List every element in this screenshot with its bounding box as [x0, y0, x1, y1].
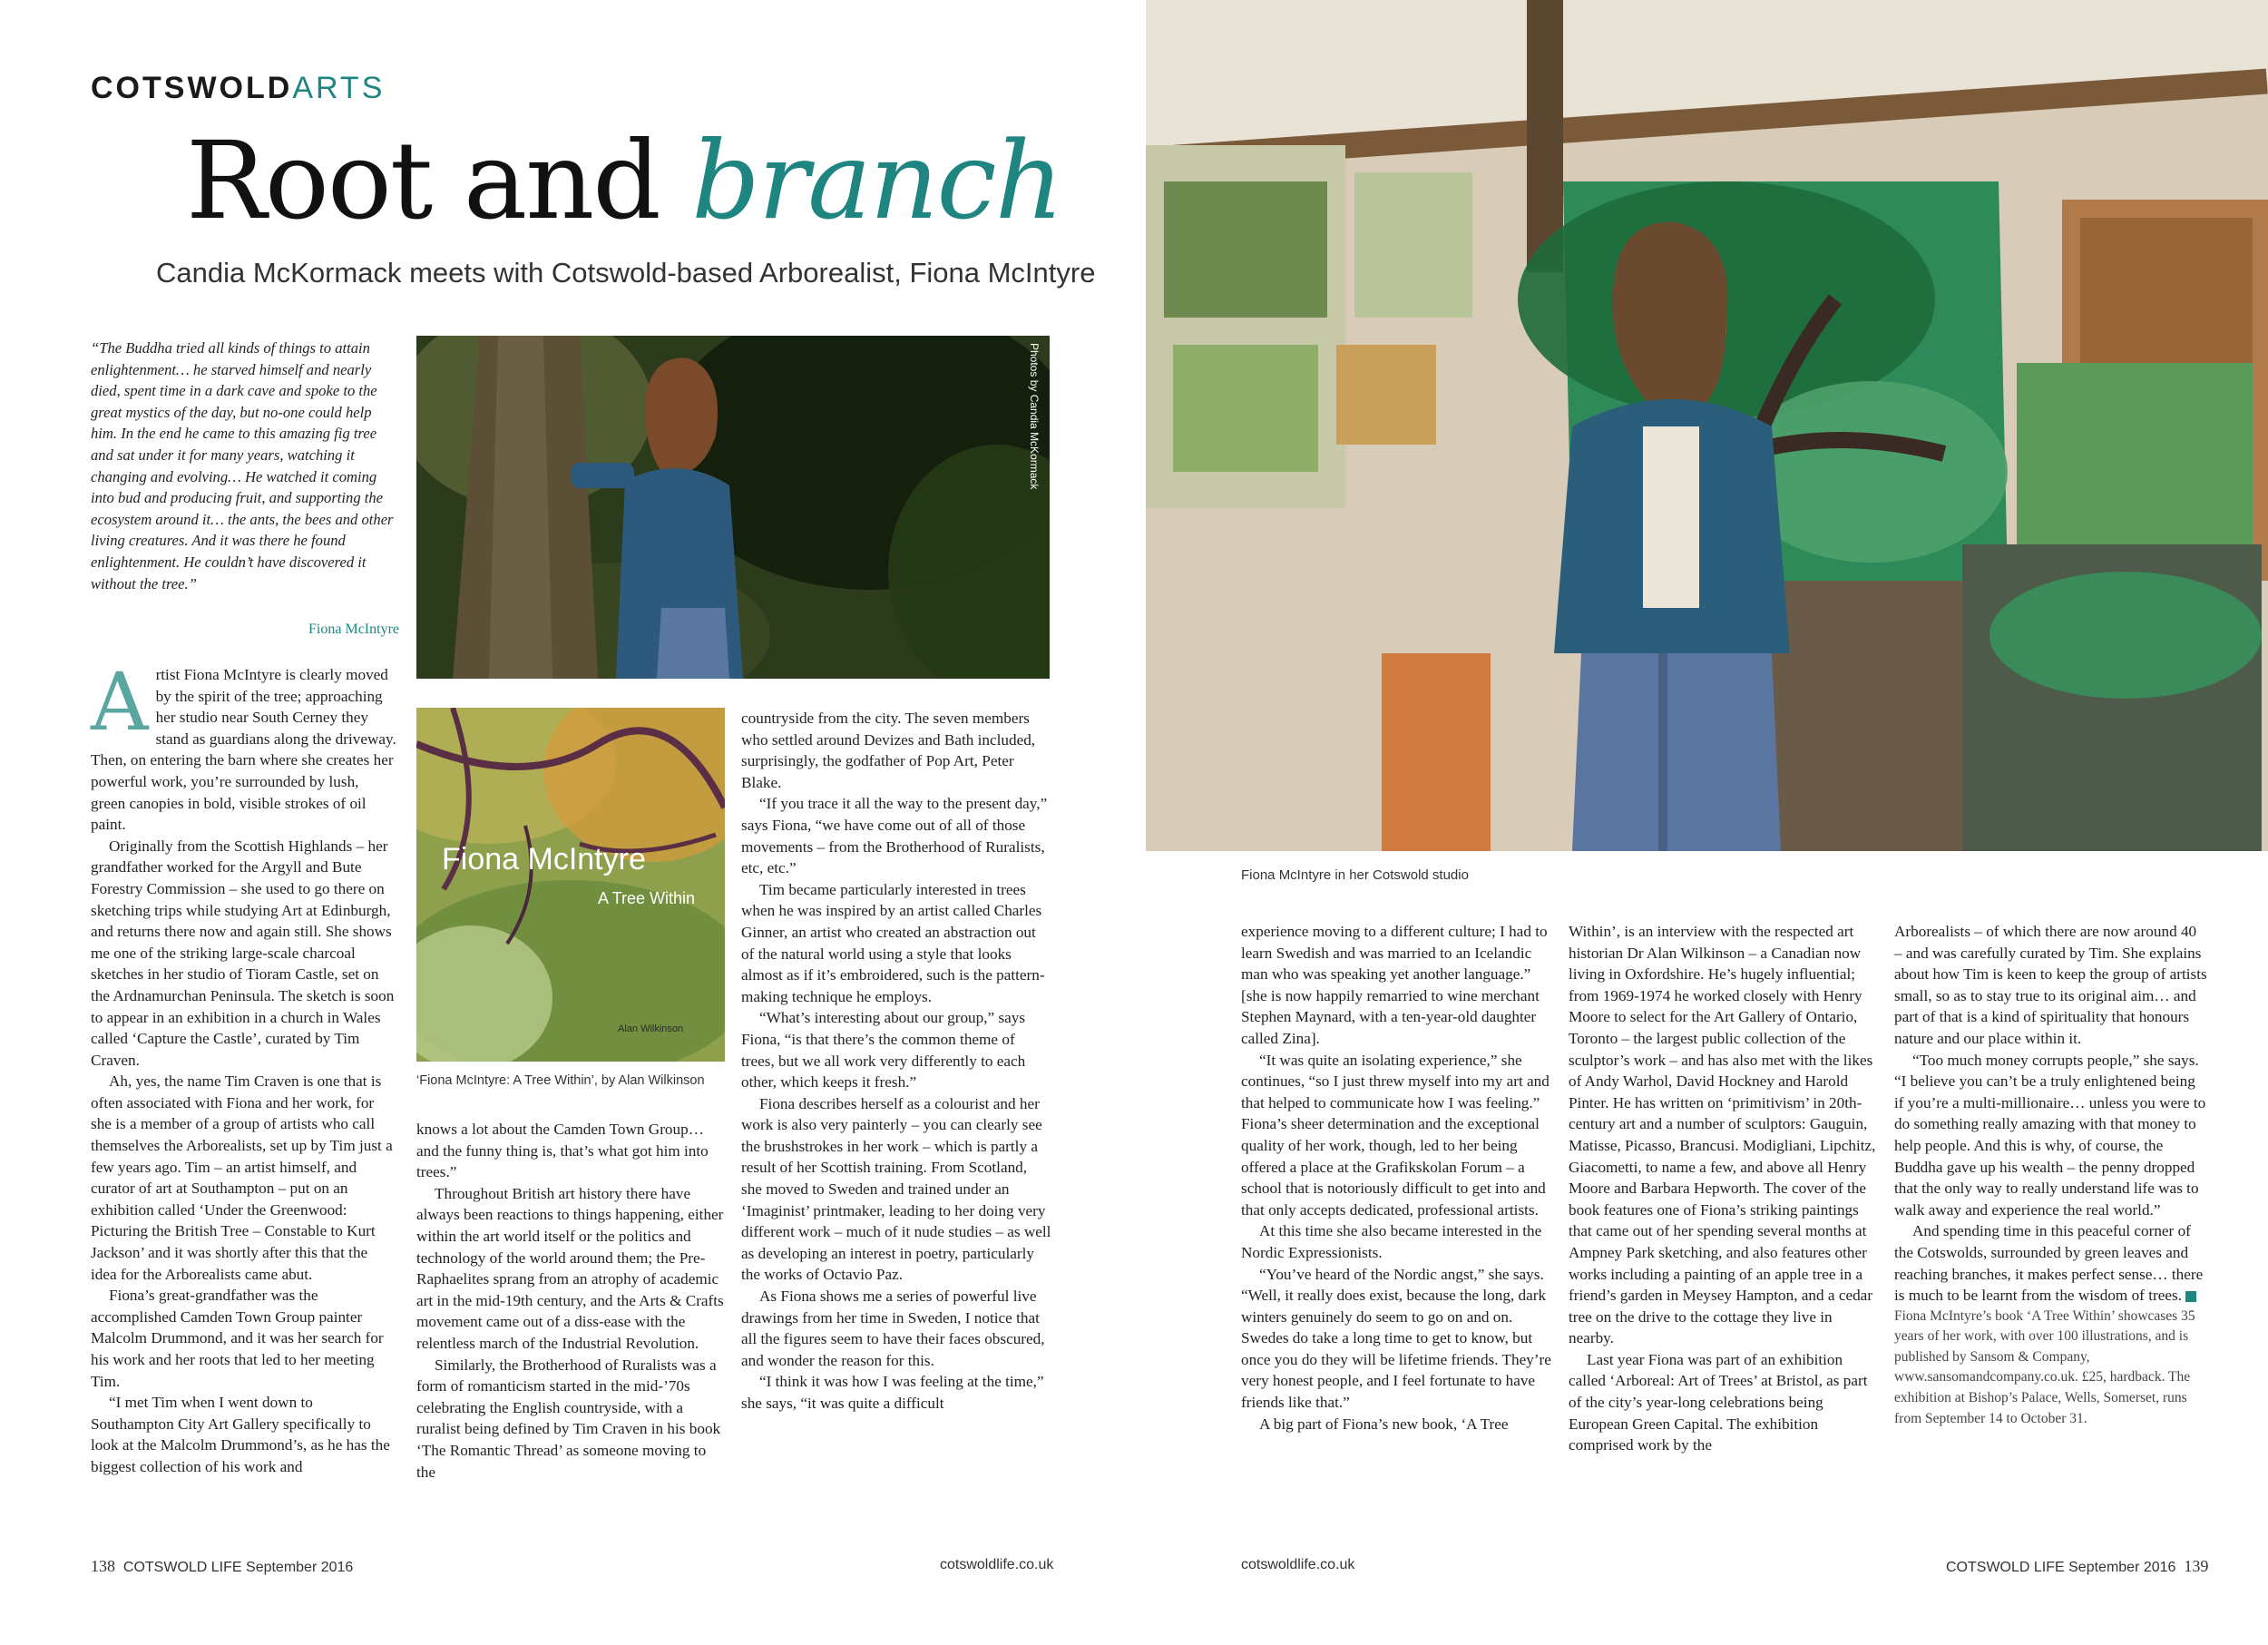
studio-caption: Fiona McIntyre in her Cotswold studio — [1241, 867, 1469, 883]
tree-portrait-image — [416, 336, 1050, 679]
folio-left-url: cotswoldlife.co.uk — [940, 1557, 1054, 1572]
paragraph — [1894, 1220, 2207, 1306]
book-caption: ‘Fiona McIntyre: A Tree Within’, by Alan Wilkinson — [416, 1073, 705, 1088]
folio-right — [1946, 1557, 2208, 1576]
paragraph: Throughout British art history there have always been reactions to things happening, either within the art world itself or the politics and technology of the world around them; the Pre-Raphaelites sprang from an atrophy of academic art in the mid-19th century, and the Arts & Crafts movement came out of a diss-ease with the relentless march of the Industrial Revolution. — [416, 1184, 724, 1352]
book-cover-title: Fiona McIntyre — [442, 842, 646, 876]
headline — [186, 118, 1062, 243]
paragraph: “If you trace it all the way to the present day,” says Fiona, “we have come out of all of those movements – from the Brotherhood of Ruralists, etc, etc.” — [741, 795, 1048, 877]
book-note: Fiona McIntyre’s book ‘A Tree Within’ showcases 35 years of her work, with over 100 illustrations, and is published by Sansom & Company, www.sansomandcompany.co.uk. £25, hardback. The exhibition at Bishop’s Palace, Wells, Somerset, runs from September 14 to October 31. — [1894, 1307, 2195, 1426]
paragraph: Similarly, the Brotherhood of Ruralists was a form of romanticism started in the mid-’70s celebrating the English countryside, with a ruralist being defined by Tim Craven in his book ‘The Romantic Thread’ as someone moving to the — [416, 1356, 721, 1481]
book-cover-image — [416, 708, 725, 1062]
page-number-left: 138 — [91, 1557, 115, 1575]
page-number-right: 139 — [2184, 1557, 2209, 1575]
folio-right-url: cotswoldlife.co.uk — [1241, 1557, 1355, 1572]
paragraph: Ah, yes, the name Tim Craven is one that is often associated with Fiona and her work, for she is a member of a group of artists who call themselves the Arborealists, set up by Tim just a few years ago. Tim – an artist himself, and curator of art at Southampton – put on an exhibition called ‘Under the Greenwood: Picturing the British Tree – Constable to Kurt Jackson’ and it was shortly after this that the idea for the Arborealists came abut. — [91, 1072, 393, 1283]
dropcap: A — [91, 655, 149, 749]
pull-quote: “The Buddha tried all kinds of things to attain enlightenment… he starved himself and nearly died, spent time in a dark cave and spoke to the great mystics of the day, but no-one could help him. In the end he came to this amazing fig tree and sat under it for many years, watching it changing and evolving… He watched it coming into bud and producing fruit, and supporting the ecosystem around it… the ants, the bees and other living creatures. And it was there he found enlightenment. He couldn’t have discovered it without the tree.” — [91, 339, 394, 592]
paragraph: At this time she also became interested in the Nordic Expressionists. — [1241, 1222, 1542, 1261]
paragraph: “You’ve heard of the Nordic angst,” she says. “Well, it really does exist, because the long, dark winters genuinely do seem to go on and on. Swedes do take a long time to get to know, but once you do they will be lifetime friends. They’re very honest people, and I feel fortunate to have friends like that.” — [1241, 1265, 1551, 1412]
headline-part1: Root and — [186, 118, 692, 243]
closing-sentence: And spending time in this peaceful corner of the Cotswolds, surrounded by green leaves and reaching branches, it makes perfect sense… there is much to be learnt from the wisdom of trees. — [1894, 1222, 2204, 1305]
article-column-3 — [741, 708, 1051, 1415]
paragraph: As Fiona shows me a series of powerful live drawings from her time in Sweden, I notice that all the figures seem to have their faces obscured, and wonder the reason for this. — [741, 1288, 1045, 1369]
article-column-6 — [1894, 921, 2207, 1429]
paragraph: Arborealists – of which there are now around 40 – and was carefully curated by Tim. She explains about how Tim is keen to keep the group of artists small, so as to stay true to its original aim… and part of that is a kind of spirituality that honours nature and our place within it. — [1894, 923, 2207, 1047]
section-header — [91, 71, 385, 106]
book-cover — [416, 708, 725, 1062]
paragraph: rtist Fiona McIntyre is clearly moved by the spirit of the tree; approaching her studio near South Cerney they stand as guardians along the driveway. Then, on entering the barn where she creates her powerful work, you’re surrounded by lush, green canopies in bold, visible strokes of oil paint. — [91, 666, 396, 834]
paragraph: “I think it was how I was feeling at the time,” she says, “it was quite a difficult — [741, 1373, 1044, 1412]
article-column-5 — [1569, 921, 1879, 1456]
magazine-issue-right: COTSWOLD LIFE September 2016 — [1946, 1560, 2176, 1575]
article-column-1 — [91, 655, 396, 1478]
paragraph: experience moving to a different culture; I had to learn Swedish and was married to an Icelandic man who was speaking yet another language.” [she is now happily remarried to wine merchant Stephen Maynard, with a ten-year-old daughter called Zina]. — [1241, 923, 1548, 1047]
studio-photo — [1146, 0, 2268, 851]
magazine-issue-left: COTSWOLD LIFE September 2016 — [122, 1560, 354, 1575]
book-cover-subtitle: A Tree Within — [598, 889, 696, 907]
section-name-accent: ARTS — [292, 71, 386, 105]
paragraph: knows a lot about the Camden Town Group… and the funny thing is, that’s what got him into trees.” — [416, 1121, 709, 1181]
section-name: COTSWOLD — [91, 71, 293, 105]
paragraph: Fiona’s great-grandfather was the accomplished Camden Town Group painter Malcolm Drummond, and it was her search for his work and her roots that led to her meeting Tim. — [91, 1287, 384, 1390]
article-column-4 — [1241, 921, 1551, 1434]
paragraph: “What’s interesting about our group,” says Fiona, “is that there’s the common theme of trees, but we all work very differently to each other, which keeps it fresh.” — [741, 1009, 1026, 1092]
paragraph: Originally from the Scottish Highlands – her grandfather worked for the Argyll and Bute Forestry Commission – she used to go there on sketching trips while studying Art at Edinburgh, and returns there now and again still. She shows me one of the striking large-scale charcoal sketches in her studio of Tioram Castle, set on the Ardnamurchan Peninsula. The sketch is soon to appear in an exhibition in a church in Wales called ‘Capture the Castle’, curated by Tim Craven. — [91, 837, 395, 1069]
standfirst: Candia McKormack meets with Cotswold-based Arborealist, Fiona McIntyre — [156, 257, 1096, 289]
paragraph: Fiona describes herself as a colourist and her work is also very painterly – you can clearly see the brushstrokes in her work – which is partly a result of her Scottish training. From Scotland, she moved to Sweden and trained under an ‘Imaginist’ printmaker, leading to her doing very different work – much of it nude studies – as well as developing an interest in poetry, particularly the works of Octavio Paz. — [741, 1094, 1051, 1284]
folio-left — [91, 1557, 353, 1576]
headline-part2: branch — [691, 118, 1062, 243]
photo-credit: Photos by Candia McKormack — [1028, 343, 1041, 490]
paragraph: Within’, is an interview with the respected art historian Dr Alan Wilkinson – a Canadian now living in Oxfordshire. He’s hugely influential; from 1969-1974 he worked closely with Henry Moore to select for the Art Gallery of Ontario, Toronto – the largest public collection of the sculptor’s work – and has also met with the likes of Andy Warhol, David Hockney and Harold Pinter. He has written on ‘primitivism’ in 20th-century art and a number of sculptors: Gauguin, Matisse, Picasso, Brancusi. Modigliani, Lipchitz, Giacometti, to name a few, and above all Henry Moore and Barbara Hepworth. The cover of the book features one of Fiona’s striking paintings that came out of her spending several months at Ampney Park sketching, and also features other works including a painting of an apple tree in a friend’s garden in Meysey Hampton, and a cedar tree on the drive to the cottage they live in nearby. — [1569, 923, 1876, 1347]
pull-quote-attribution: Fiona McIntyre — [308, 622, 399, 637]
paragraph: “I met Tim when I went down to Southampton City Art Gallery specifically to look at the Malcolm Drummond’s, as he has the biggest collection of his work and — [91, 1394, 390, 1475]
tree-portrait-photo — [416, 336, 1050, 679]
article-column-2 — [416, 1119, 725, 1483]
book-cover-author: Alan Wilkinson — [618, 1023, 684, 1034]
paragraph: countryside from the city. The seven members who settled around Devizes and Bath included, surprisingly, the godfather of Pop Art, Peter Blake. — [741, 710, 1036, 791]
paragraph: “Too much money corrupts people,” she says. “I believe you can’t be a truly enlightened being if you’re a multi-millionaire… unless you were to do something really amazing with that money to help people. And this is why, of course, the Buddha gave up his wealth – the penny dropped that the only way to really understand life was to walk away and experience the real world.” — [1894, 1051, 2206, 1219]
paragraph: Tim became particularly interested in trees when he was inspired by an artist called Charles Ginner, an artist who created an abstraction out of the natural world using a style that looks almost as if it’s embroidered, such is the pattern-making technique he employs. — [741, 880, 1045, 1005]
studio-image — [1146, 0, 2268, 851]
paragraph: Last year Fiona was part of an exhibition called ‘Arboreal: Art of Trees’ at Bristol, as part of the city’s year-long celebrations being European Green Capital. The exhibition comprised work by the — [1569, 1350, 1868, 1454]
paragraph: “It was quite an isolating experience,” she continues, “so I just threw myself into my art and that helped to communicate how I was feeling.” Fiona’s sheer determination and the exceptional quality of her work, though, led to her being offered a place at the Grafikskolan Forum – a school that is notoriously difficult to get into and that only accepts dedicated, professional artists. — [1241, 1051, 1549, 1219]
end-mark-icon — [2185, 1291, 2196, 1302]
paragraph: A big part of Fiona’s new book, ‘A Tree — [1259, 1415, 1509, 1433]
